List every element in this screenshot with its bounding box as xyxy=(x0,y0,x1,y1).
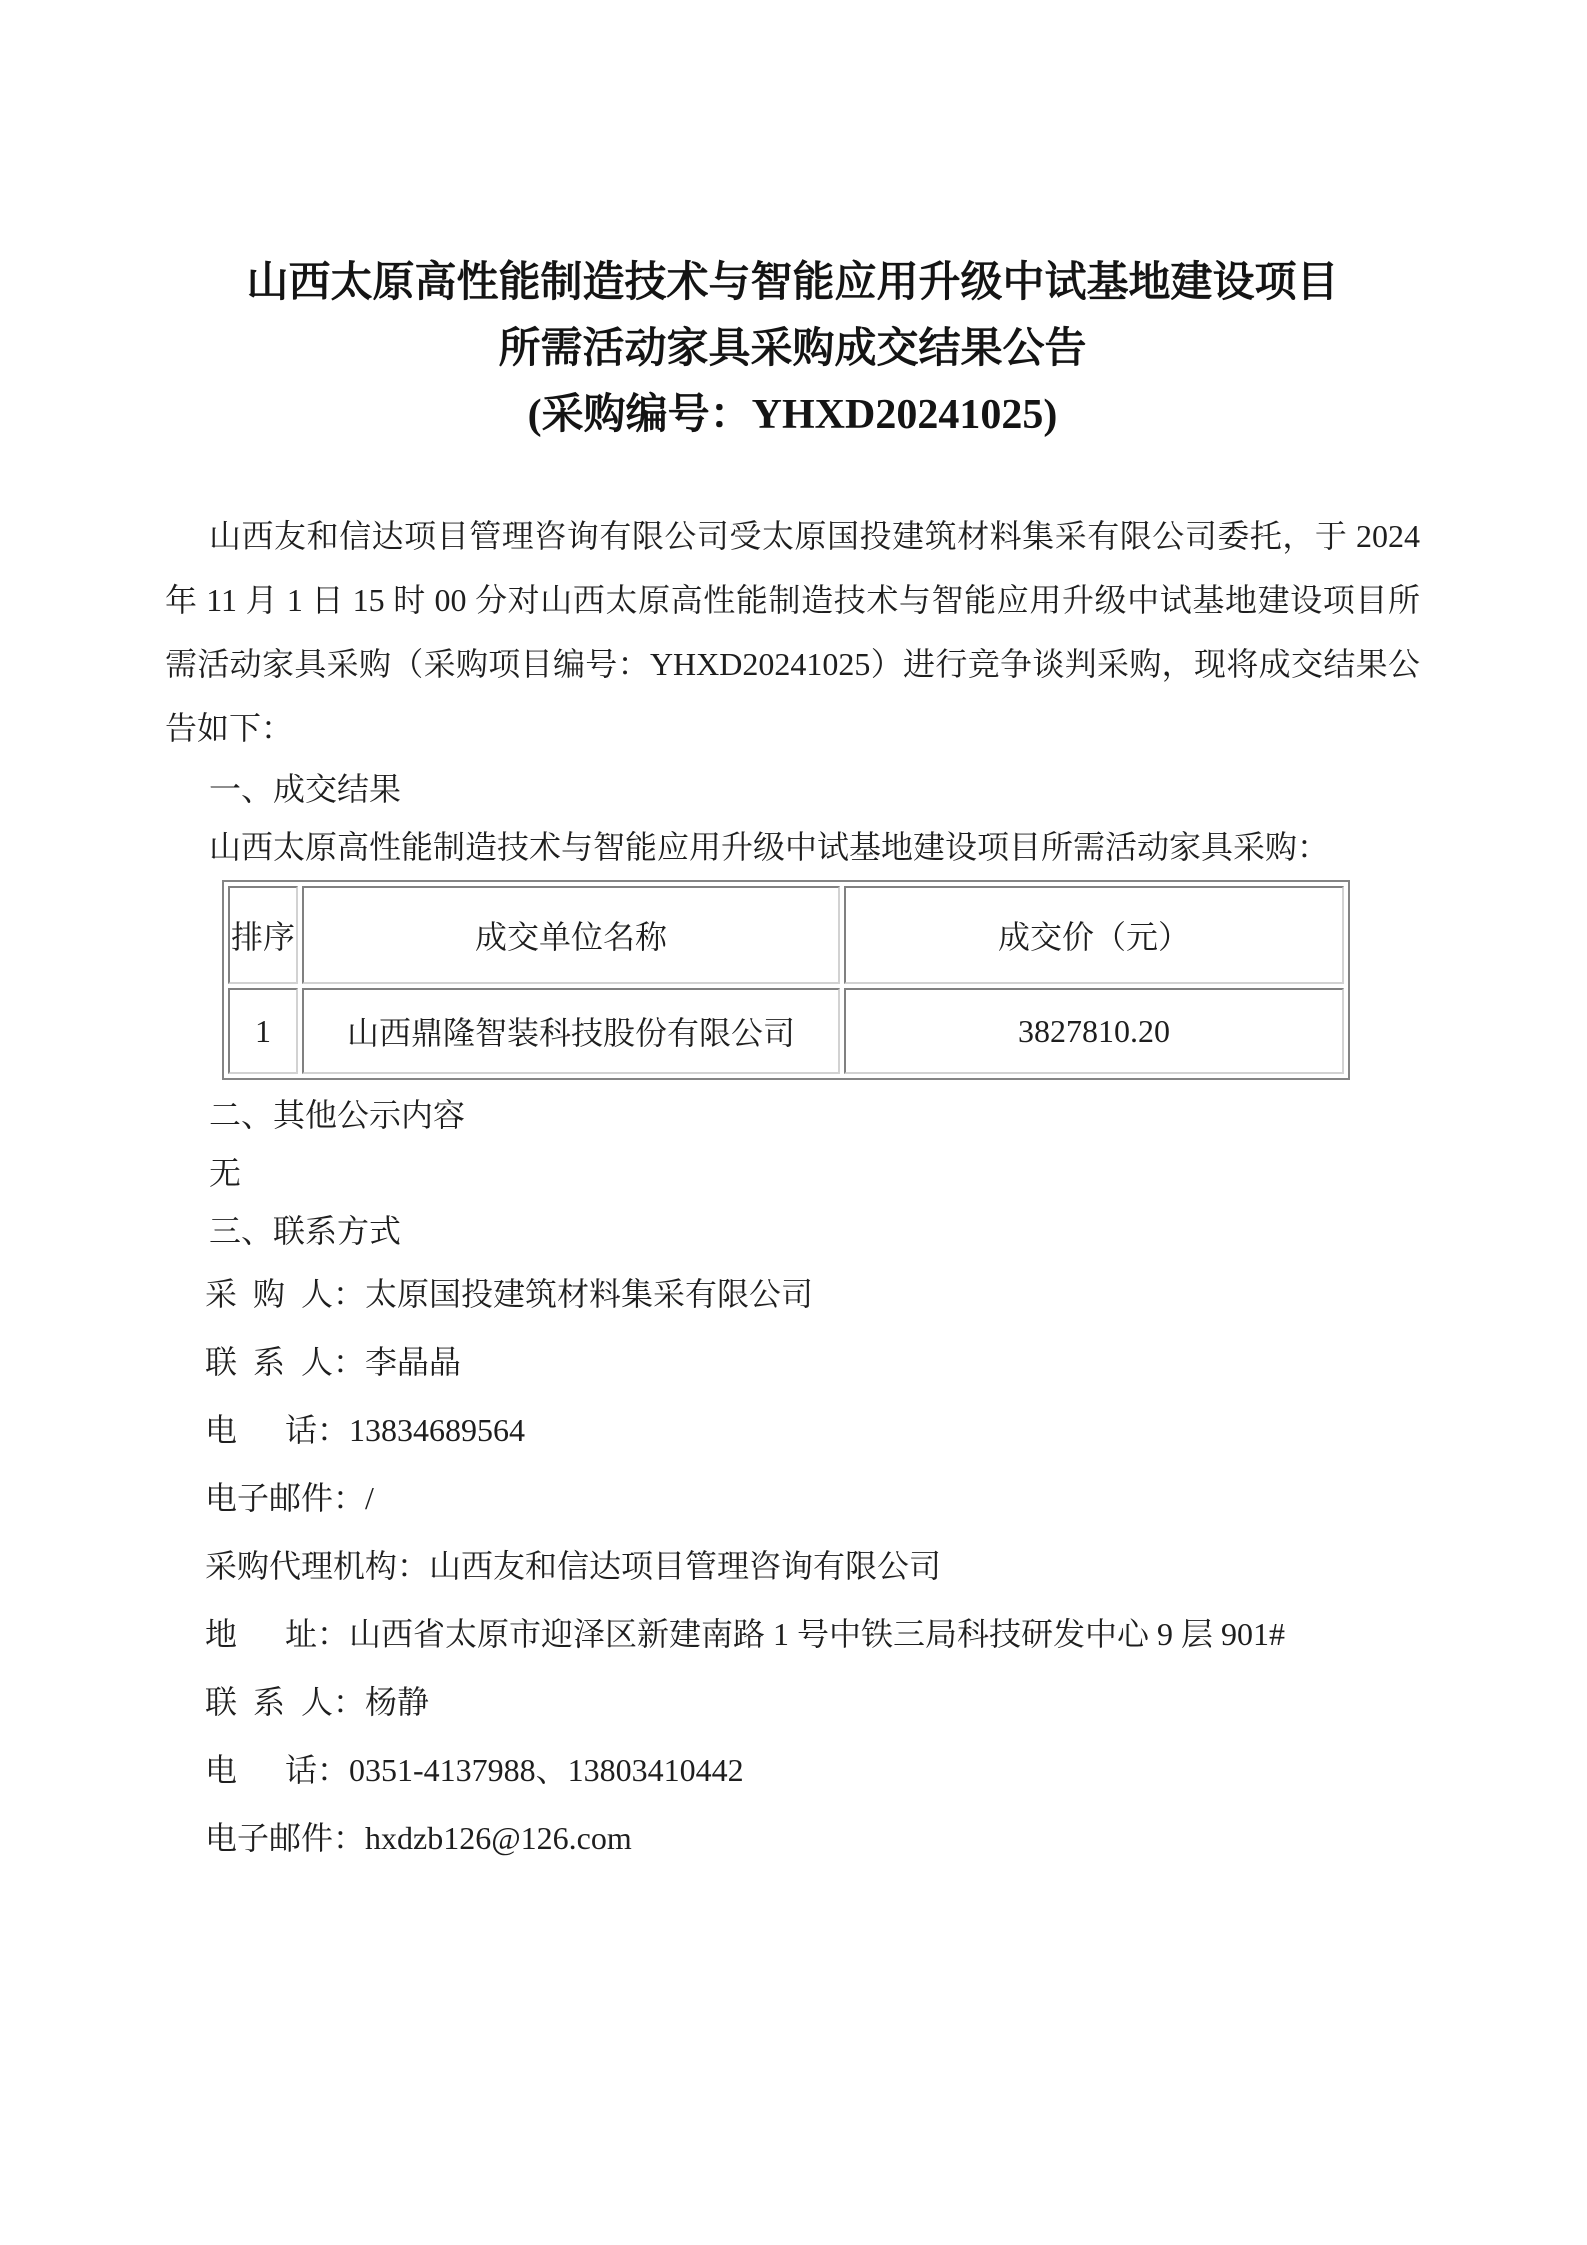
contact-line-purchaser-email: 电子邮件：/ xyxy=(205,1480,374,1516)
document-title-line-2: 所需活动家具采购成交结果公告 xyxy=(498,326,1087,372)
section2-content: 无 xyxy=(209,1155,242,1191)
table-cell-rank: 1 xyxy=(228,988,298,1074)
section2-heading: 二、其他公示内容 xyxy=(209,1097,466,1133)
section3-heading: 三、联系方式 xyxy=(209,1213,402,1249)
table-header-rank: 排序 xyxy=(228,886,298,984)
document-title-line-1: 山西太原高性能制造技术与智能应用升级中试基地建设项目 xyxy=(246,260,1339,306)
intro-paragraph: 山西友和信达项目管理咨询有限公司受太原国投建筑材料集采有限公司委托，于 2024 年 11 月 1 日 15 时 00 分对山西太原高性能制造技术与智能应用升级中试基地建设项目所需活动家具采购（采购项目编号：YHXD20241025）进行竞争谈判采购，现将成交结果公告如下： xyxy=(165,518,1420,746)
contact-line-agency-email: 电子邮件：hxdzb126@126.com xyxy=(205,1820,632,1856)
contact-line-agency-phone: 电 话：0351-4137988、13803410442 xyxy=(205,1752,744,1788)
table-header-price: 成交价（元） xyxy=(844,886,1344,984)
contact-line-purchaser-contact: 联 系 人：李晶晶 xyxy=(205,1344,462,1380)
result-table-header-row xyxy=(228,886,1344,984)
contact-line-agency-address: 地 址：山西省太原市迎泽区新建南路 1 号中铁三局科技研发中心 9 层 901# xyxy=(205,1616,1286,1652)
section1-intro-line: 山西太原高性能制造技术与智能应用升级中试基地建设项目所需活动家具采购： xyxy=(209,829,1330,865)
contact-line-purchaser-phone: 电 话：13834689564 xyxy=(205,1412,526,1448)
result-table xyxy=(222,880,1350,1080)
contact-line-purchaser: 采 购 人：太原国投建筑材料集采有限公司 xyxy=(205,1276,814,1312)
table-row xyxy=(228,988,1344,1074)
document-title-line-3: (采购编号：YHXD20241025) xyxy=(527,392,1058,438)
contact-line-agency-contact: 联 系 人：杨静 xyxy=(205,1684,430,1720)
table-header-supplier: 成交单位名称 xyxy=(302,886,840,984)
document-title-block xyxy=(165,250,1420,448)
section1-heading: 一、成交结果 xyxy=(209,771,402,807)
table-cell-supplier: 山西鼎隆智装科技股份有限公司 xyxy=(302,988,840,1074)
contact-line-agency: 采购代理机构：山西友和信达项目管理咨询有限公司 xyxy=(205,1548,942,1584)
table-cell-price: 3827810.20 xyxy=(844,988,1344,1074)
